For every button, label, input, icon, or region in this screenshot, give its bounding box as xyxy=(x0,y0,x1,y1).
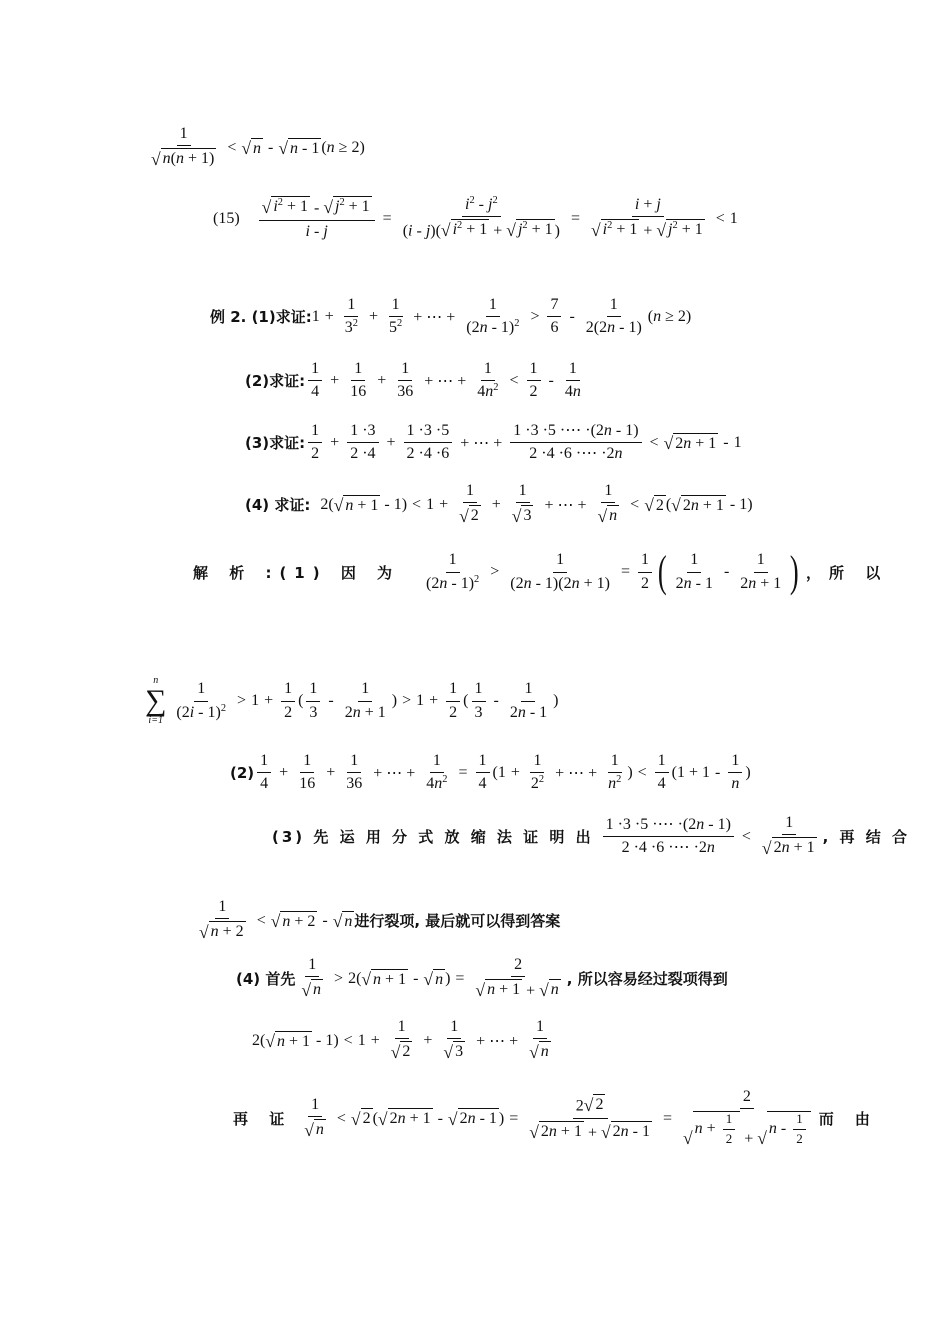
formula-line-15: (15) √ $i^2 + 1$ - √ $j^2 + 1$ i - j = $i^2 - j^2$ (i - j)( √ $i^2 + 1$ + √ $j^2 + 1$ ) = i + j √ $i^2 + 1$ + √ $j^2 + 1$ < 1 xyxy=(213,194,738,240)
example-2-part-1: 例 2. (1)求证: 1 + $\frac{1}{3^2}$ + $\frac{1}{5^2}$ + ⋯ + $\frac{1}{(2n - 1)^2}$ > $\frac{7}{6}$ - $\frac{1}{2(2n - 1)}$ (n ≥ 2) xyxy=(210,296,692,337)
solution-part-3-continued: 1 √ n + 2 < √ n + 2 - √ n 进行裂项, 最后就可以得到答案 xyxy=(199,898,561,942)
solution-part-1: 解 析 :(1) 因 为 $\frac{1}{(2n - 1)^2}$ > $\frac{1}{(2n - 1)(2n + 1)}$ = $\frac{1}{2}$ ( $\frac{1}{2n - 1}$ - $\frac{1}{2n + 1}$ ) ，所 以 xyxy=(193,547,889,596)
solution-part-4-result: 2( √ n + 1 - 1) < 1 + 1 √ 2 + 1 √ 3 + ⋯ + 1 √ n xyxy=(252,1018,549,1062)
solution-part-4: (4) 首先 1 √ n > 2( √ n + 1 - √ n ) = 2 √ n + 1 + √ n , 所以容易经过裂项得到 xyxy=(236,956,728,1000)
solution-part-3: (3) 先 运 用 分 式 放 缩 法 证 明 出 $\frac{1 \cdot 3 \cdot 5 \cdot\cdots \cdot(2n - 1)}{2 \cdot 4 \cdot 6 \cdot\cdots \cdot 2n}$ < 1 √ 2n + 1 , 再 结 合 xyxy=(272,814,910,858)
sum-inequality: n ∑ i=1 $\frac{1}{(2i - 1)^2}$ > 1 + $\frac{1}{2}$ ( $\frac{1}{3}$ - $\frac{1}{2n + 1}$ ) > 1 + $\frac{1}{2}$ ( $\frac{1}{3}$ - $\frac{1}{2n - 1}$ ) xyxy=(145,675,559,726)
solution-part-2: (2) $\frac{1}{4}$ + $\frac{1}{16}$ + $\frac{1}{36}$ + ⋯ + $\frac{1}{4n^2}$ = $\frac{1}{4}$ (1 + $\frac{1}{2^2}$ + ⋯ + $\frac{1}{n^2}$ ) < $\frac{1}{4}$ (1 + 1 - $\frac{1}{n}$ ) xyxy=(230,752,751,793)
example-2-part-3: (3)求证: $\frac{1}{2}$ + $\frac{1 \cdot 3}{2 \cdot 4}$ + $\frac{1 \cdot 3 \cdot 5}{2 \cdot 4 \cdot 6}$ + ⋯ + $\frac{1 \cdot 3 \cdot 5 \cdot\cdots \cdot(2n - 1)}{2 \cdot 4 \cdot 6 \cdot\cdots \cdot 2n}$ < √ 2n + 1 - 1 xyxy=(245,422,742,463)
item-number: (15) xyxy=(213,209,240,227)
example-2-part-2: (2)求证: $\frac{1}{4}$ + $\frac{1}{16}$ + $\frac{1}{36}$ + ⋯ + $\frac{1}{4n^2}$ < $\frac{1}{2}$ - $\frac{1}{4n}$ xyxy=(245,360,581,401)
solution-part-4-reprove: 再 证 1 √ n < √ 2 ( √ 2n + 1 - √ 2n - 1 ) = 2 √ 2 √ 2n + 1 + √ 2n - 1 = 2 √ n + $\frac{1}{2}$ + √ n - $\frac{1}{2}$ 而 由 xyxy=(233,1088,878,1148)
formula-line-1: 1 √ n(n + 1) < √ n - √ n - 1 (n ≥ 2) xyxy=(151,125,365,169)
example-2-part-4: (4) 求证: 2( √ n + 1 - 1) < 1 + 1 √ 2 + 1 √ 3 + ⋯ + 1 √ n < √ 2 ( √ 2n + 1 - 1) xyxy=(245,482,753,526)
